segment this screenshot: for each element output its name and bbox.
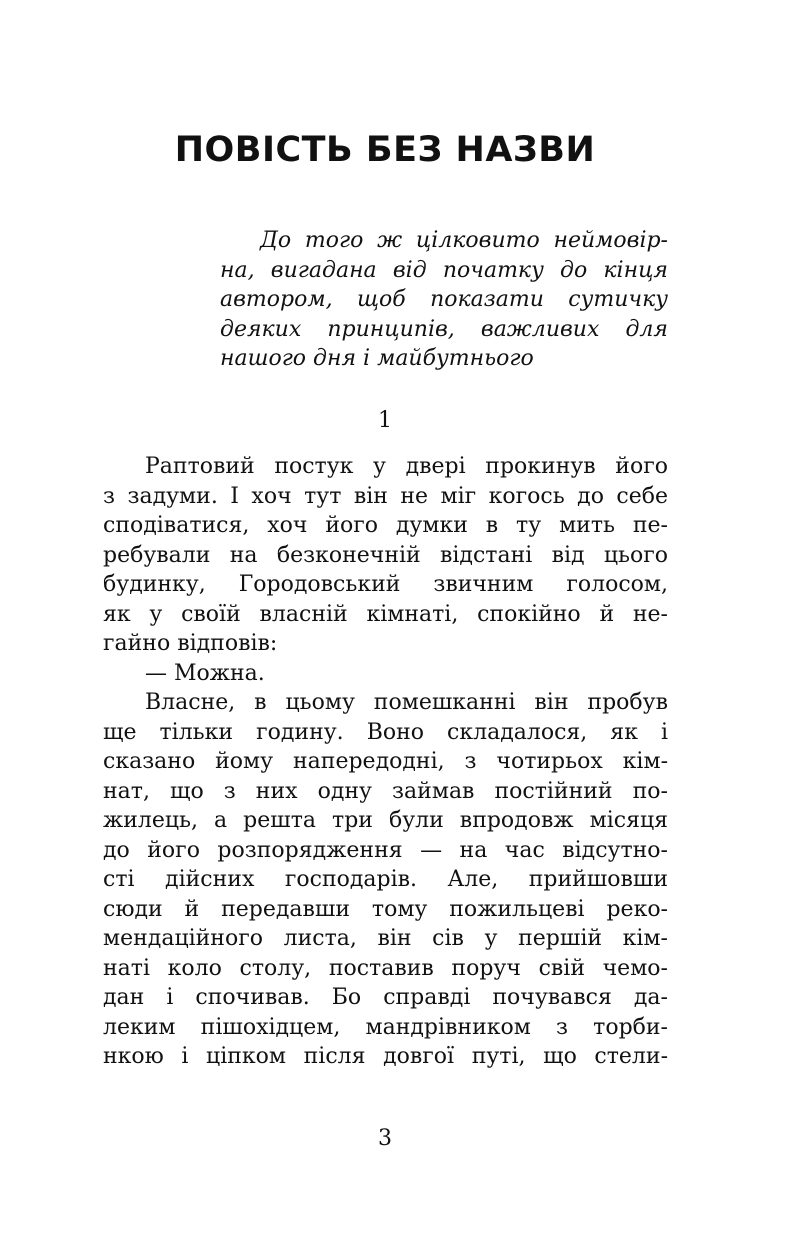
page-title: ПОВІСТЬ БЕЗ НАЗВИ <box>174 130 596 170</box>
text-line: Власне, в цьому помешканні він пробув <box>145 690 668 715</box>
text-line: сподіватися, хоч його думки в ту мить пе- <box>103 513 668 538</box>
text-line: мендаційного листа, він сів у першій кім- <box>103 926 668 951</box>
text-line: леким пішохідцем, мандрівником з торби- <box>103 1014 668 1040</box>
text-line: будинку, Городовський звичним голосом, <box>103 572 668 597</box>
text-line: з задуми. І хоч тут він не міг когось до себе <box>103 483 668 509</box>
text-line: жилець, а решта три були впродовж місяця <box>103 808 668 833</box>
epigraph-line: До того ж цілковито неймовір- <box>260 228 668 253</box>
chapter-number: 1 <box>378 408 392 433</box>
text-line: ще тільки годину. Воно складалося, як і <box>103 719 668 745</box>
text-line: сті дійсних господарів. Але, прийшовши <box>103 867 668 892</box>
epigraph-line: деяких принципів, важливих для <box>220 316 668 342</box>
text-line: Раптовий постук у двері прокинув його <box>145 454 668 479</box>
epigraph-line: нашого дня і майбутнього <box>220 346 534 371</box>
epigraph-line: автором, щоб показати сутичку <box>220 287 668 312</box>
body-text <box>103 452 668 1072</box>
text-line: ребували на безконечній відстані від цього <box>103 542 668 568</box>
text-line: нат, що з них одну займав постійний по- <box>103 778 668 804</box>
text-line: наті коло столу, поставив поруч свій чемо- <box>103 955 668 981</box>
text-line: як у своїй власній кімнаті, спокійно й не- <box>103 601 668 627</box>
text-line: — Можна. <box>145 660 265 686</box>
text-line: дан і спочивав. Бо справді почувався да- <box>103 985 668 1010</box>
epigraph-line: на, вигадана від початку до кінця <box>220 257 668 283</box>
text-line: нкою і ціпком після довгої путі, що стели- <box>103 1044 668 1069</box>
epigraph <box>220 226 668 374</box>
page-number: 3 <box>378 1126 392 1151</box>
text-line: гайно відповів: <box>103 631 278 656</box>
text-line: сюди й передавши тому пожильцеві реко- <box>103 896 668 922</box>
text-line: до його розпорядження — на час відсутно- <box>103 837 668 863</box>
text-line: сказано йому напередодні, з чотирьох кім- <box>103 749 668 774</box>
